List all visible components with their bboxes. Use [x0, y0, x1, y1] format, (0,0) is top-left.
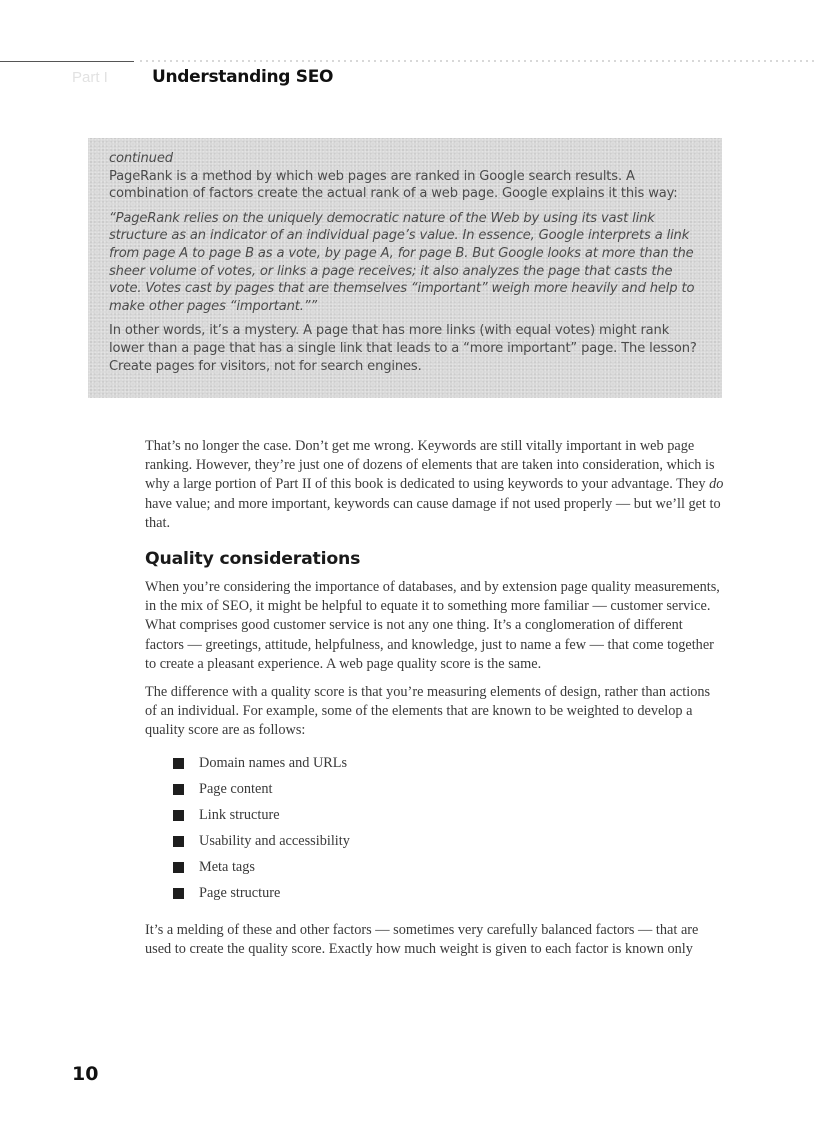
list-item [173, 883, 725, 909]
square-bullet-icon [173, 758, 184, 769]
list-item-text: Domain names and URLs [199, 754, 348, 771]
body-text-run: That’s no longer the case. Don’t get me wrong. Keywords are still vitally important in web page ranking. However, they’re just one of dozens of elements that are taken into consideration, which is why a large portion of Part II of this book is dedicated to using keywords to your advantage. They [145, 438, 715, 493]
square-bullet-icon [173, 784, 184, 795]
quality-factors-list [173, 753, 725, 909]
emphasis-text: do [709, 476, 724, 493]
body-paragraph: The difference with a quality score is that you’re measuring elements of design, rather than actions of an individual. For example, some of the elements that are known to be weighted to develop a quality score are as follows: [145, 684, 711, 739]
main-body-text [145, 437, 725, 968]
chapter-title: Understanding SEO [152, 67, 334, 87]
section-heading: Quality considerations [145, 549, 361, 570]
square-bullet-icon [173, 862, 184, 873]
sidebar-paragraph: In other words, it’s a mystery. A page that has more links (with equal votes) might rank lower than a page that has a single link that leads to a “more important” page. The lesson? Create pages for visitors, not for search engines. [109, 323, 697, 374]
header-rule [0, 61, 134, 62]
list-item [173, 805, 725, 831]
list-item [173, 857, 725, 883]
list-item-text: Page content [199, 780, 273, 797]
header-dotted-line [140, 60, 816, 62]
list-item-text: Page structure [199, 884, 281, 901]
square-bullet-icon [173, 888, 184, 899]
part-label: Part I [72, 69, 108, 86]
pagerank-sidebar [88, 138, 722, 398]
body-paragraph: When you’re considering the importance of databases, and by extension page quality measurements, in the mix of SEO, it might be helpful to equate it to something more familiar — customer service. What comprises good customer service is not any one thing. It’s a conglomeration of different factors — greetings, attitude, helpfulness, and knowledge, just to name a few — that come together to create a pleasant experience. A web page quality score is the same. [145, 579, 720, 672]
body-paragraph [145, 437, 725, 533]
body-paragraph: It’s a melding of these and other factors — sometimes very carefully balanced factors — that are used to create the quality score. Exactly how much weight is given to each factor is known only [145, 921, 699, 957]
list-item [173, 779, 725, 805]
square-bullet-icon [173, 810, 184, 821]
list-item [173, 831, 725, 857]
list-item-text: Usability and accessibility [199, 832, 350, 849]
list-item-text: Link structure [199, 806, 280, 823]
sidebar-paragraph: PageRank is a method by which web pages are ranked in Google search results. A combination of factors create the actual rank of a web page. Google explains it this way: [109, 168, 678, 202]
list-item [173, 753, 725, 779]
page-number: 10 [72, 1063, 99, 1085]
sidebar-continued-label: continued [109, 151, 173, 166]
body-text-run: have value; and more important, keywords can cause damage if not used properly — but we’ll get to that. [145, 495, 721, 531]
sidebar-google-quote: “PageRank relies on the uniquely democratic nature of the Web by using its vast link structure as an indicator of an individual page’s value. In essence, Google interprets a link from page A to page B as a vote, by page A, for page B. But Google looks at more than the sheer volume of votes, or links a page receives; it also analyzes the page that casts the vote. Votes cast by pages that are themselves “important” weigh more heavily and help to make other pages “important.”” [109, 210, 695, 314]
list-item-text: Meta tags [199, 858, 255, 875]
square-bullet-icon [173, 836, 184, 847]
